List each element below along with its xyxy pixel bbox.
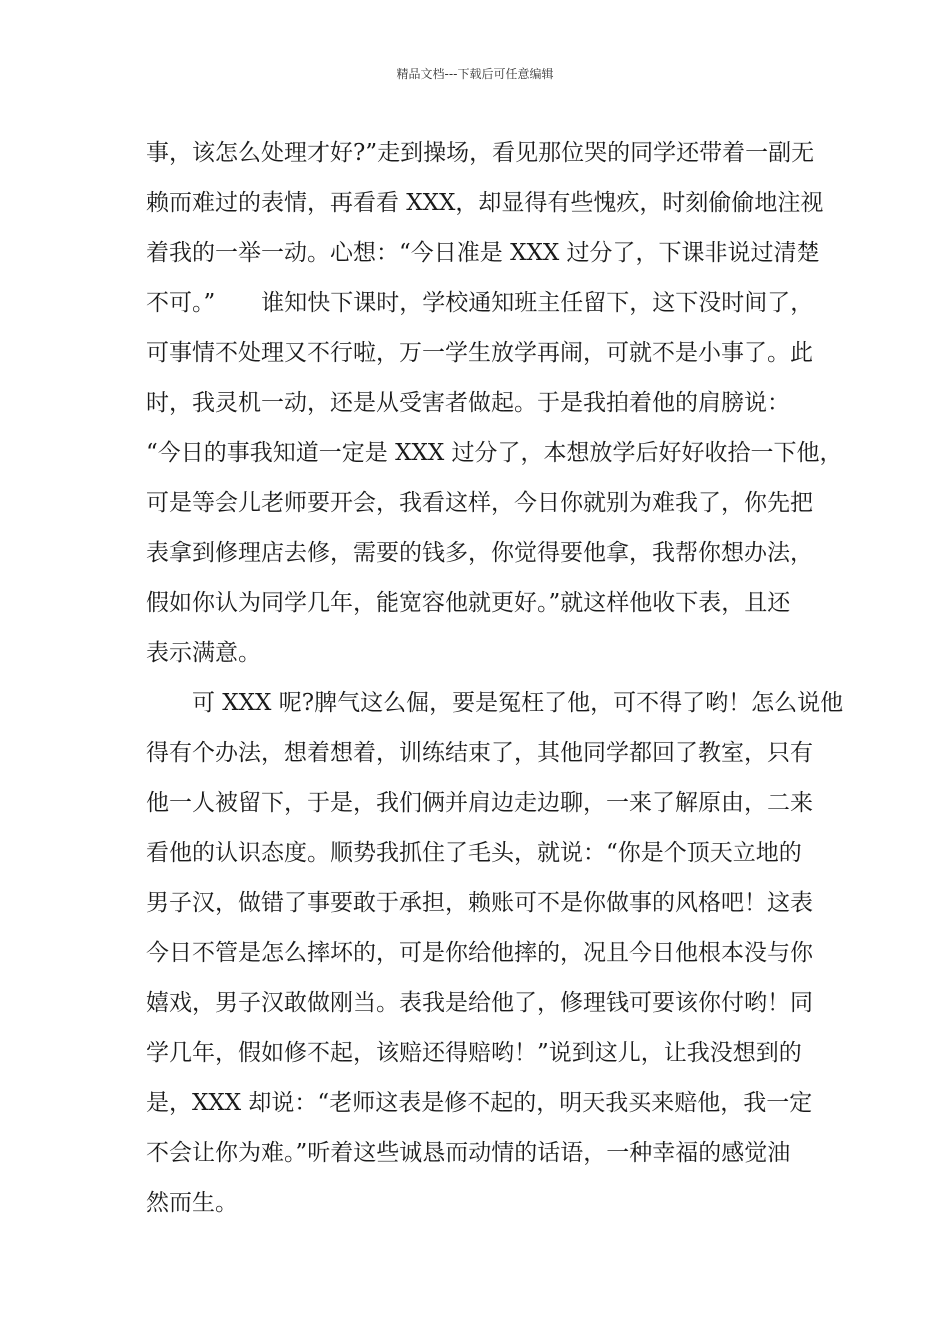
text-line: 看他的认识态度。顺势我抓住了毛头，就说：“你是个顶天立地的	[146, 840, 802, 866]
text-line: 赖而难过的表情，再看看 XXX，却显得有些愧疚，时刻偷偷地注视	[146, 190, 824, 216]
text-line: 表示满意。	[146, 640, 261, 666]
text-line: 假如你认为同学几年，能宽容他就更好。”就这样他收下表，且还	[146, 590, 791, 616]
text-line: 着我的一举一动。心想：“今日准是 XXX 过分了，下课非说过清楚	[146, 240, 820, 266]
text-line: 可 XXX 呢?脾气这么倔，要是冤枉了他，可不得了哟！怎么说他	[146, 690, 844, 716]
text-line: 不会让你为难。”听着这些诚恳而动情的话语，一种幸福的感觉油	[146, 1140, 791, 1166]
text-line: 可事情不处理又不行啦，万一学生放学再闹，可就不是小事了。此	[146, 340, 813, 366]
text-line: 是，XXX 却说：“老师这表是修不起的，明天我买来赔他，我一定	[146, 1090, 813, 1116]
text-line: 嬉戏，男子汉敢做刚当。表我是给他了，修理钱可要该你付哟！同	[146, 990, 813, 1016]
text-line: 可是等会儿老师要开会，我看这样，今日你就别为难我了，你先把	[146, 490, 813, 516]
text-line: 得有个办法，想着想着，训练结束了，其他同学都回了教室，只有	[146, 740, 813, 766]
text-line: 男子汉，做错了事要敢于承担，赖账可不是你做事的风格吧！这表	[146, 890, 813, 916]
text-line: “今日的事我知道一定是 XXX 过分了，本想放学后好好收拾一下他，	[146, 440, 843, 466]
text-line: 然而生。	[146, 1190, 238, 1216]
text-line: 不可。” 谁知快下课时，学校通知班主任留下，这下没时间了，	[146, 290, 814, 316]
text-line: 表拿到修理店去修，需要的钱多，你觉得要他拿，我帮你想办法，	[146, 540, 813, 566]
text-line: 今日不管是怎么摔坏的，可是你给他摔的，况且今日他根本没与你	[146, 940, 813, 966]
document-body	[146, 128, 844, 1228]
text-line: 他一人被留下，于是，我们俩并肩边走边聊，一来了解原由，二来	[146, 790, 813, 816]
text-line: 事，该怎么处理才好?”走到操场，看见那位哭的同学还带着一副无	[146, 140, 815, 166]
page-header: 精品文档---下载后可任意编辑	[396, 67, 554, 81]
text-line: 时，我灵机一动，还是从受害者做起。于是我拍着他的肩膀说：	[146, 390, 790, 416]
text-line: 学几年，假如修不起，该赔还得赔哟！”说到这儿，让我没想到的	[146, 1040, 802, 1066]
